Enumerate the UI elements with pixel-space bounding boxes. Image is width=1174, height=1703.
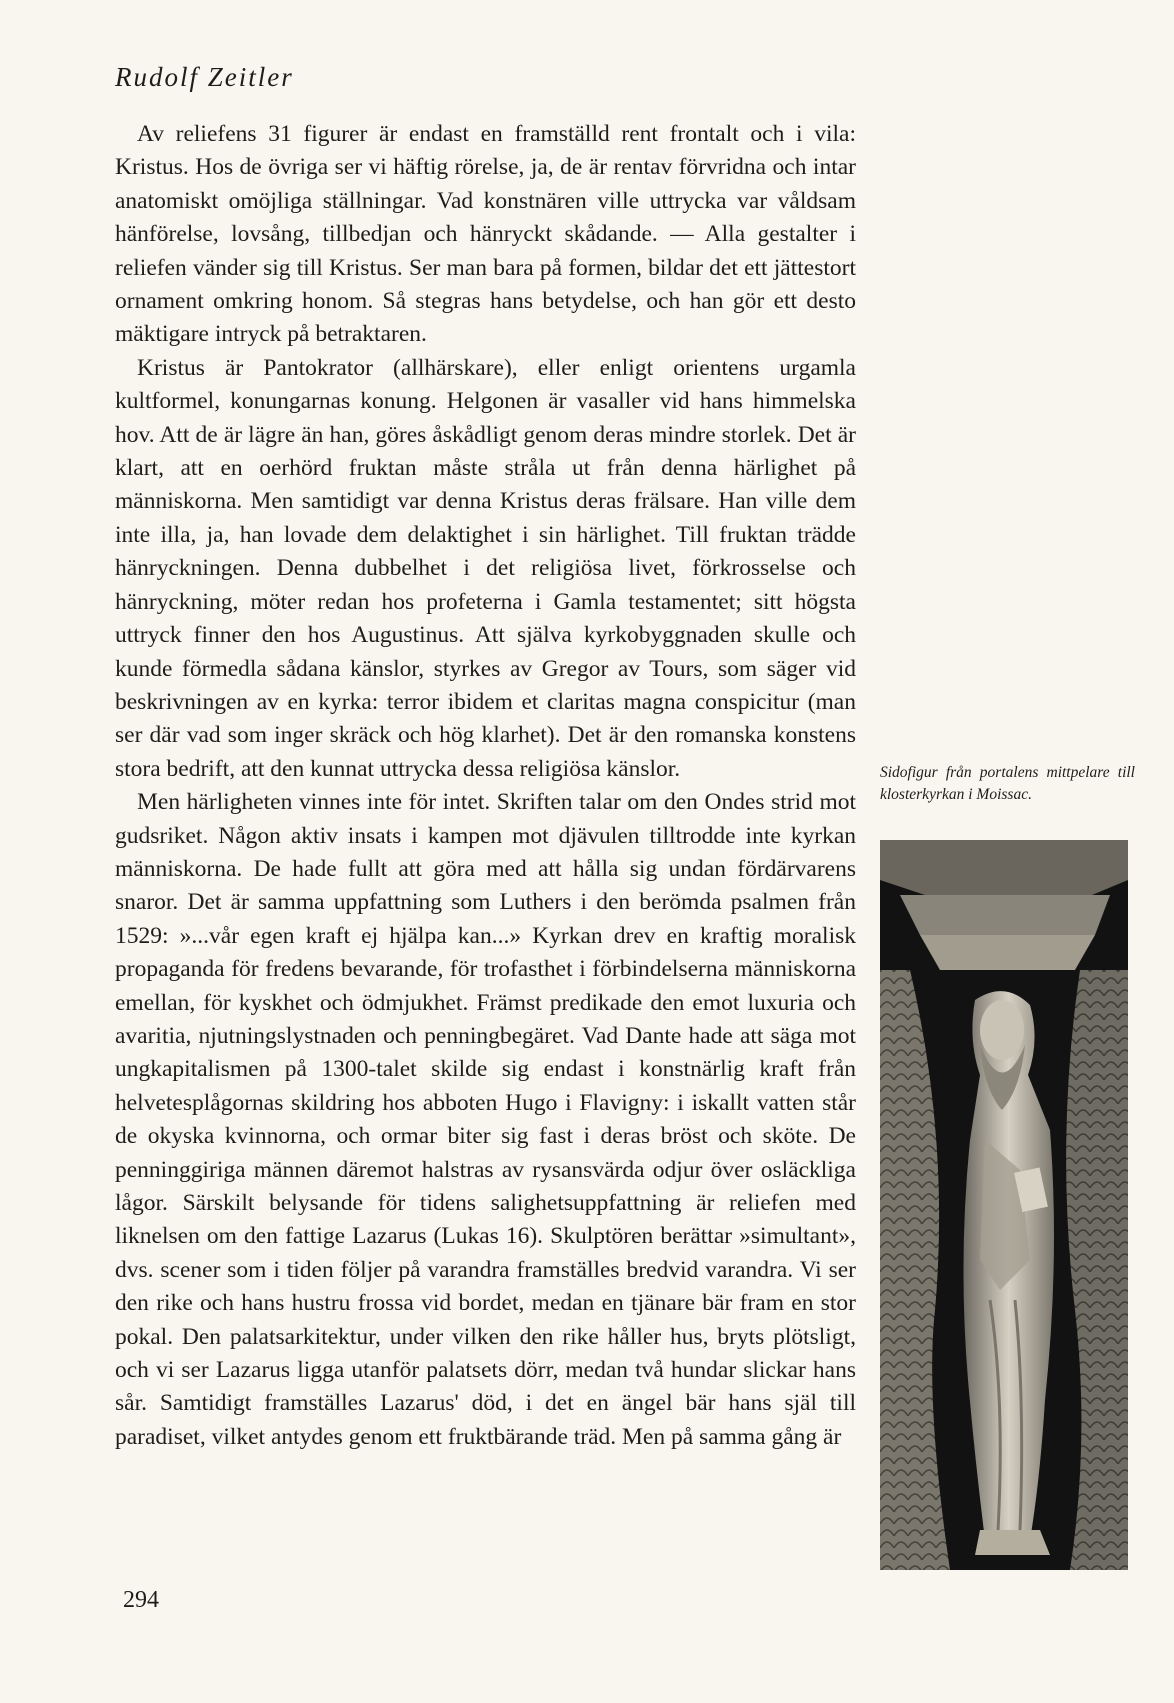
paragraph: Men härligheten vinnes inte för intet. Skriften talar om den Ondes strid mot gudsriket. Någon aktiv insats i kampen mot djävulen tilltrodde inte kyrkan människorna. De hade fullt att göra med att hålla sig undan fördärvarens snaror. Det är samma uppfattning som Luthers i den berömda psalmen från 1529: »...vår egen kraft ej hjälpa kan...» Kyrkan drev en kraftig moralisk propaganda för fredens bevarande, för trofasthet i förbindelserna människorna emellan, för kyskhet och ödmjukhet. Främst predikade den emot luxuria och avaritia, njutningslystnaden och penningbegäret. Vad Dante hade att säga mot ungkapitalismen på 1300-talet skilde sig endast i konstnärlig kraft från helvetesplågornas skildring hos abboten Hugo i Flavigny: i iskallt vatten står de okyska kvinnorna, och ormar biter sig fast i deras bröst och sköte. De penninggiriga männen däremot halstras av rysansvärda odjur över osläckliga lågor. Särskilt belysande för tidens salighetsuppfattning är reliefen med liknelsen om den fattige Lazarus (Lukas 16). Skulptören berättar »simultant», dvs. scener som i tiden följer på varandra framställes bredvid varandra. Vi ser den rike och hans hustru frossa vid bordet, medan en tjänare bär fram en stor pokal. Den palatsarkitektur, under vilken den rike håller hus, bryts plötsligt, och vi ser Lazarus ligga utanför palatsets dörr, medan två hundar slickar hans sår. Samtidigt framställes Lazarus' död, i det en ängel bär hans själ till paradiset, vilket antydes genom ett fruktbärande träd. Men på samma gång är bbox=[115, 789, 856, 1450]
running-head-author: Rudolf Zeitler bbox=[115, 62, 294, 92]
sculpture-illustration bbox=[880, 840, 1128, 1570]
paragraph: Av reliefens 31 figurer är endast en framställd rent frontalt och i vila: Kristus. Hos de övriga ser vi häftig rörelse, ja, de är rentav förvridna och intar anatomiskt omöjliga ställningar. Vad konstnären ville uttrycka var våldsam hänförelse, lovsång, tillbedjan och hänryckt skådande. — Alla gestalter i reliefen vänder sig till Kristus. Ser man bara på formen, bildar det ett jättestort ornament omkring honom. Så stegras hans betydelse, och han gör ett desto mäktigare intryck på betraktaren. bbox=[115, 121, 856, 348]
body-text bbox=[115, 118, 856, 1454]
page-number: 294 bbox=[123, 1587, 159, 1613]
sculpture-photo bbox=[880, 840, 1128, 1570]
figure-caption: Sidofigur från portalens mittpelare till klosterkyrkan i Moissac. bbox=[880, 764, 1135, 803]
paragraph: Kristus är Pantokrator (allhärskare), eller enligt orientens urgamla kultformel, konungarnas konung. Helgonen är vasaller vid hans himmelska hov. Att de är lägre än han, göres åskådligt genom deras mindre storlek. Det är klart, att en oerhörd fruktan måste stråla ut från denna härlighet på människorna. Men samtidigt var denna Kristus deras frälsare. Han ville dem inte illa, ja, han lovade dem delaktighet i sin härlighet. Till fruktan trädde hänryckningen. Denna dubbelhet i det religiösa livet, förkrosselse och hänryckning, möter redan hos profeterna i Gamla testamentet; sitt högsta uttryck finner den hos Augustinus. Att själva kyrkobyggnaden skulle och kunde förmedla sådana känslor, styrkes av Gregor av Tours, som säger vid beskrivningen av en kyrka: terror ibidem et claritas magna conspicitur (man ser där vad som inger skräck och hög klarhet). Det är den romanska konstens stora bedrift, att den kunnat uttrycka dessa religiösa känslor. bbox=[115, 354, 856, 782]
